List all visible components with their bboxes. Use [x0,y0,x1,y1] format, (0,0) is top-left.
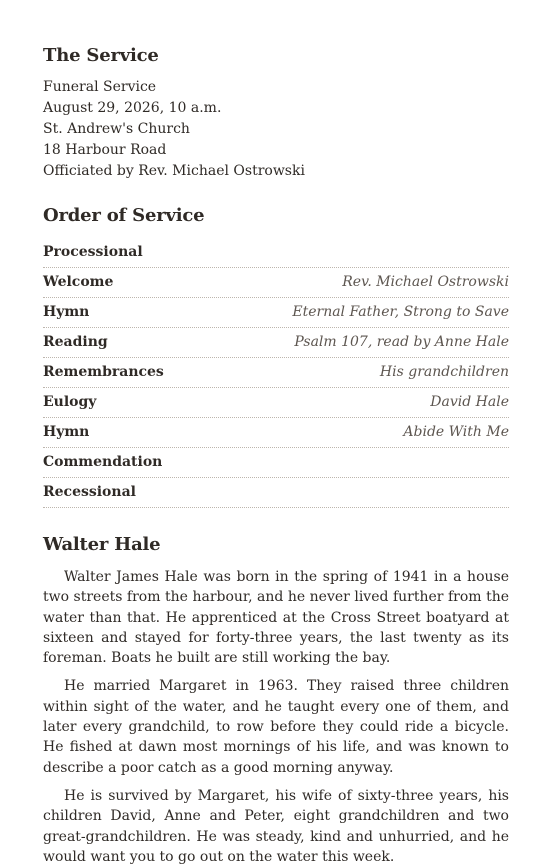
order-row [43,299,509,328]
order-row [43,329,509,358]
order-list [43,239,509,508]
order-item: Commendation [43,454,163,470]
order-item: Hymn [43,424,90,440]
service-venue: St. Andrew's Church [43,121,190,137]
service-address: 18 Harbour Road [43,142,167,158]
order-row [43,389,509,418]
order-row [43,239,509,268]
order-item: Reading [43,334,108,350]
biography-text [43,567,509,867]
order-row [43,479,509,508]
service-date: August 29, 2026, 10 a.m. [43,100,222,116]
service-section [43,0,509,182]
order-detail: Eternal Father, Strong to Save [292,304,509,320]
order-detail: David Hale [430,394,509,410]
order-detail: His grandchildren [379,364,509,380]
order-detail: Psalm 107, read by Anne Hale [294,334,509,350]
order-detail: Abide With Me [403,424,509,440]
order-row [43,269,509,298]
service-heading: The Service [43,45,159,66]
order-item: Welcome [43,274,114,290]
biography-paragraph: Walter James Hale was born in the spring of 1941 in a house two streets from the harbour, and he never lived further from the water than that. He apprenticed at the Cross Street boatyard at sixteen and stayed for forty-three years, the last twenty as its foreman. Boats he built are still working the bay. [43,569,509,667]
order-item: Recessional [43,484,136,500]
order-detail: Rev. Michael Ostrowski [342,274,509,290]
service-officiant: Officiated by Rev. Michael Ostrowski [43,163,305,179]
service-type: Funeral Service [43,79,157,95]
order-row [43,359,509,388]
biography-heading: Walter Hale [43,534,161,555]
order-item: Hymn [43,304,90,320]
order-row [43,449,509,478]
order-item: Eulogy [43,394,97,410]
biography-paragraph: He is survived by Margaret, his wife of sixty-three years, his children David, Anne and Peter, eight grandchildren and two great-grandchildren. He was steady, kind and unhurried, and he would want you to go out on the water this week. [43,787,509,865]
order-row [43,419,509,448]
order-item: Processional [43,244,143,260]
order-heading: Order of Service [43,205,205,226]
service-details [43,77,509,182]
order-item: Remembrances [43,364,164,380]
biography-section [43,534,509,867]
biography-paragraph: He married Margaret in 1963. They raised three children within sight of the water, and he taught every one of them, and later every grandchild, to row before they could ride a bicycle. He fished at dawn most mornings of his life, and was known to describe a poor catch as a good morning anyway. [43,678,509,776]
order-section [43,205,509,508]
